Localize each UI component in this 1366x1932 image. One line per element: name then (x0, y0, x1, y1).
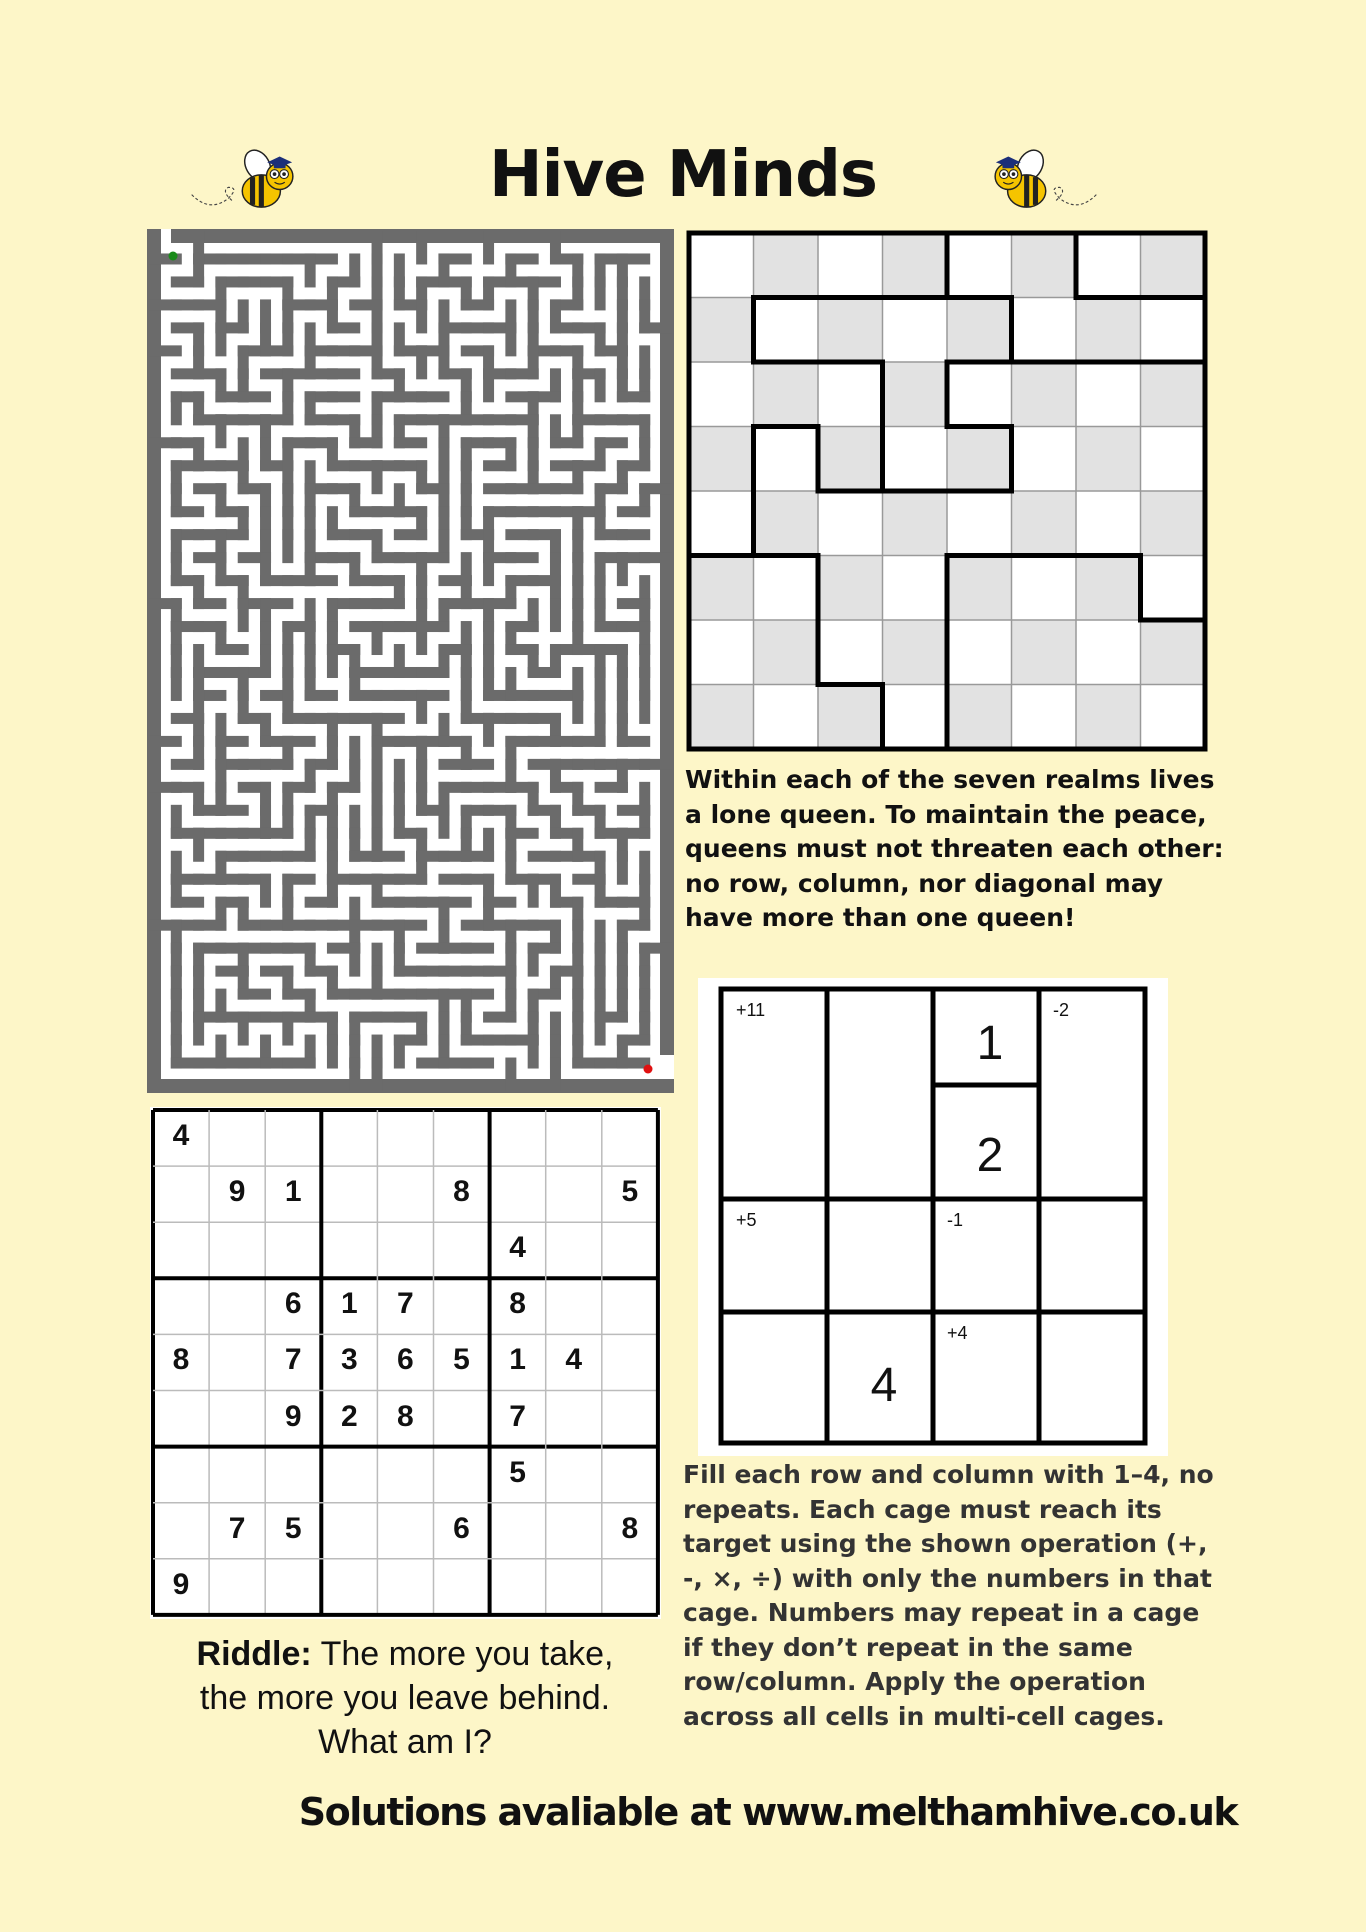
sudoku-given: 1 (509, 1343, 526, 1377)
sudoku-given: 6 (284, 1287, 302, 1321)
maze-end-dot (644, 1065, 653, 1074)
riddle-label: Riddle: (196, 1635, 312, 1673)
sudoku-given: 9 (228, 1175, 246, 1209)
sudoku-given: 7 (509, 1399, 526, 1433)
sudoku-given: 4 (172, 1119, 190, 1152)
sudoku-given: 2 (340, 1399, 358, 1433)
kenken-cage-label: +5 (736, 1210, 757, 1230)
sudoku-given: 9 (284, 1399, 302, 1433)
sudoku-given: 5 (621, 1175, 639, 1209)
sudoku-grid (150, 1107, 661, 1619)
maze-start-dot (169, 252, 178, 261)
sudoku-given: 1 (284, 1175, 302, 1209)
sudoku-given: 8 (453, 1175, 470, 1209)
sudoku-given: 7 (228, 1511, 246, 1545)
sudoku-given: 3 (340, 1343, 358, 1377)
footer-url[interactable]: www.melthamhive.co.uk (742, 1790, 1238, 1834)
riddle-line-3: What am I? (318, 1723, 492, 1761)
sudoku-given: 4 (565, 1343, 583, 1377)
kenken-cage-label: -1 (947, 1210, 964, 1230)
sudoku-given: 8 (509, 1287, 526, 1321)
page-title: Hive Minds (489, 138, 877, 212)
bee-right-icon (990, 130, 1100, 230)
sudoku-given: 5 (509, 1455, 526, 1489)
riddle-line-2: the more you leave behind. (199, 1679, 611, 1717)
kenken-grid (698, 978, 1168, 1456)
sudoku-given: 8 (397, 1399, 414, 1433)
kenken-instructions: Fill each row and column with 1–4, no repeats. Each cage must reach its target using the shown operation (+, -, ×, ÷) with only the numbers in that cage. Numbers may repeat in a cage if they don’t repeat in the same row/column. Apply the operation across all cells in multi-cell cages. (683, 1460, 1214, 1731)
footer-prefix: Solutions avaliable at (298, 1790, 743, 1834)
queens-grid (685, 229, 1213, 753)
bee-left-icon (188, 130, 298, 230)
kenken-given: 2 (976, 1129, 1004, 1182)
maze-puzzle (147, 229, 674, 1093)
sudoku-given: 6 (453, 1511, 470, 1545)
riddle (140, 1632, 670, 1764)
sudoku-given: 7 (397, 1287, 414, 1321)
riddle-line-1: The more you take, (311, 1635, 614, 1673)
queens-instructions: Within each of the seven realms lives a lone queen. To maintain the peace, queens must not threaten each other: no row, column, nor diagonal may have more than one queen! (685, 765, 1224, 932)
sudoku-given: 5 (453, 1343, 470, 1377)
sudoku-given: 7 (284, 1343, 302, 1377)
kenken-cage-label: -2 (1053, 1000, 1070, 1020)
kenken-cage-label: +11 (736, 1000, 766, 1020)
footer (0, 1790, 1366, 1834)
sudoku-given: 8 (172, 1343, 190, 1377)
sudoku-given: 4 (509, 1231, 526, 1265)
sudoku-given: 6 (397, 1343, 414, 1377)
kenken-given: 1 (976, 1017, 1004, 1070)
kenken-given: 4 (870, 1359, 898, 1412)
sudoku-given: 9 (172, 1567, 190, 1601)
kenken-cage-label: +4 (947, 1323, 968, 1343)
sudoku-given: 1 (340, 1287, 358, 1321)
sudoku-given: 8 (621, 1511, 639, 1545)
sudoku-given: 5 (284, 1511, 302, 1545)
